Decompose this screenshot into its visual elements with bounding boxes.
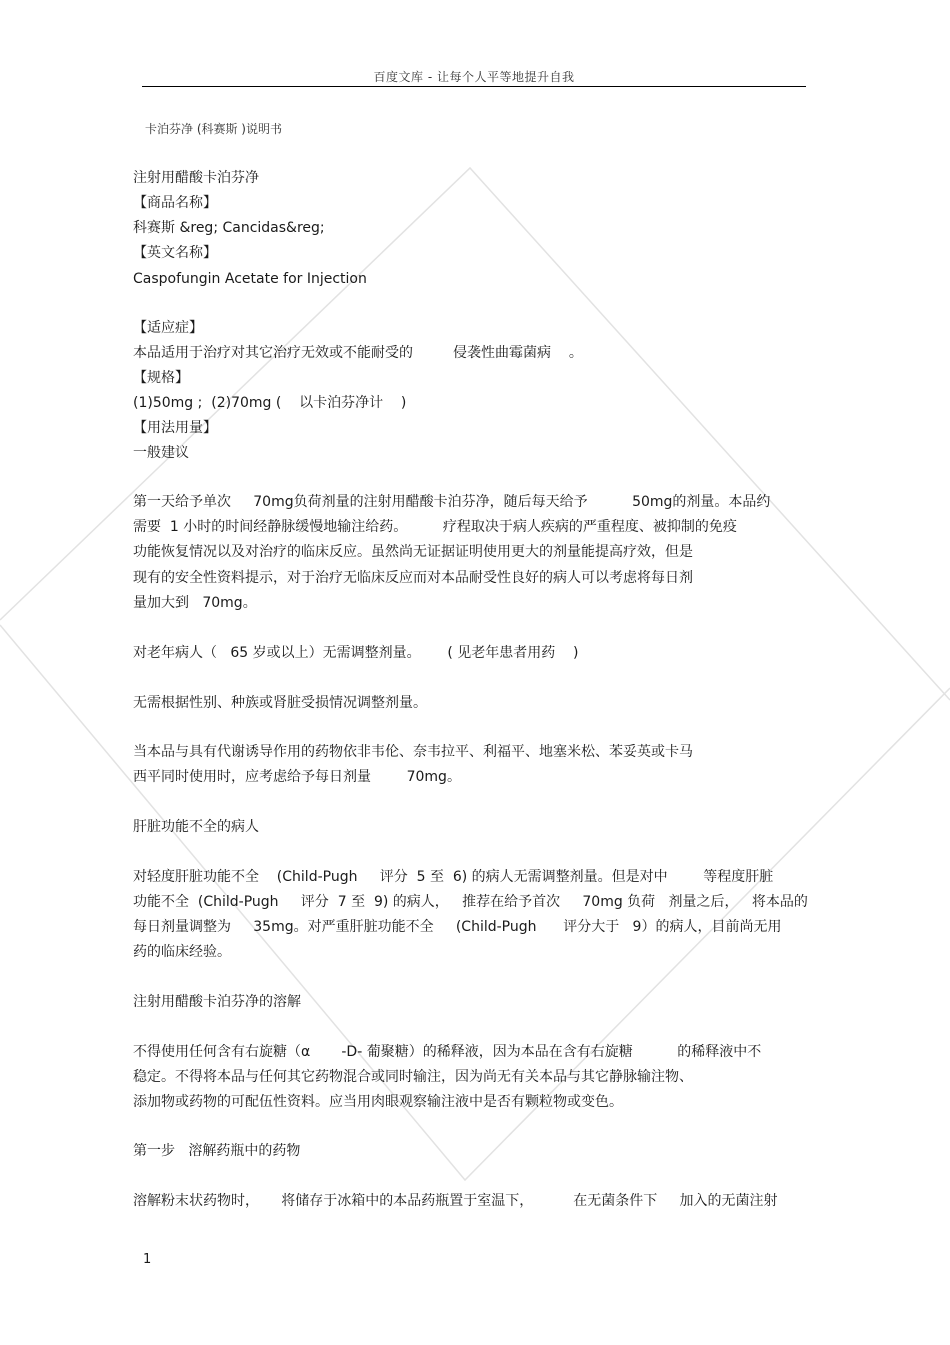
- text-line: 药的临床经验。: [133, 944, 231, 960]
- text-line: 西平同时使用时，应考虑给予每日剂量 70mg。: [133, 769, 461, 785]
- text-line: 无需根据性别、种族或肾脏受损情况调整剂量。: [133, 695, 427, 711]
- section-heading: 肝脏功能不全的病人: [133, 819, 259, 835]
- text-line: 【用法用量】: [133, 420, 217, 436]
- text-line: 不得使用任何含有右旋糖（α -D- 葡聚糖）的稀释液，因为本品在含有右旋糖 的稀释液中不: [133, 1044, 762, 1060]
- text-line: 本品适用于治疗对其它治疗无效或不能耐受的 侵袭性曲霉菌病 。: [133, 345, 583, 361]
- text-line: 量加大到 70mg。: [133, 595, 257, 611]
- text-line: 注射用醋酸卡泊芬净: [133, 170, 259, 186]
- text-line: 科赛斯 &reg; Cancidas&reg;: [133, 220, 325, 236]
- section-heading: 注射用醋酸卡泊芬净的溶解: [133, 994, 301, 1010]
- text-line: 需要 1 小时的时间经静脉缓慢地输注给药。 疗程取决于病人疾病的严重程度、被抑制的免疫: [133, 519, 737, 535]
- text-line: 添加物或药物的可配伍性资料。应当用肉眼观察输注液中是否有颗粒物或变色。: [133, 1094, 623, 1110]
- text-line: 稳定。不得将本品与任何其它药物混合或同时输注，因为尚无有关本品与其它静脉输注物、: [133, 1069, 693, 1085]
- text-line: 第一天给予单次 70mg负荷剂量的注射用醋酸卡泊芬净，随后每天给予 50mg的剂量。本品约: [133, 494, 771, 510]
- text-line: 【规格】: [133, 370, 189, 386]
- text-line: 对老年病人（ 65 岁或以上）无需调整剂量。 ( 见老年患者用药 ): [133, 645, 579, 661]
- section-heading: 第一步 溶解药瓶中的药物: [133, 1143, 301, 1159]
- text-line: 对轻度肝脏功能不全 (Child-Pugh 评分 5 至 6) 的病人无需调整剂量。但是对中 等程度肝脏: [133, 869, 774, 885]
- text-line: Caspofungin Acetate for Injection: [133, 271, 367, 287]
- header-divider: [142, 86, 806, 87]
- text-line: 功能不全 (Child-Pugh 评分 7 至 9) 的病人， 推荐在给予首次 70mg 负荷 剂量之后， 将本品的: [133, 894, 808, 910]
- text-line: 当本品与具有代谢诱导作用的药物依非韦伦、奈韦拉平、利福平、地塞米松、苯妥英或卡马: [133, 744, 693, 760]
- text-line: (1)50mg ; (2)70mg ( 以卡泊芬净计 ): [133, 395, 407, 411]
- page-number: 1: [143, 1252, 152, 1267]
- text-line: 【英文名称】: [133, 245, 217, 261]
- text-line: 现有的安全性资料提示，对于治疗无临床反应而对本品耐受性良好的病人可以考虑将每日剂: [133, 570, 693, 586]
- text-line: 功能恢复情况以及对治疗的临床反应。虽然尚无证据证明使用更大的剂量能提高疗效，但是: [133, 544, 693, 560]
- text-line: 溶解粉末状药物时， 将储存于冰箱中的本品药瓶置于室温下， 在无菌条件下 加入的无菌注射: [133, 1193, 778, 1209]
- document-title: 卡泊芬净 (科赛斯 )说明书: [145, 122, 282, 136]
- text-line: 【商品名称】: [133, 195, 217, 211]
- text-line: 每日剂量调整为 35mg。对严重肝脏功能不全 (Child-Pugh 评分大于 9）的病人，目前尚无用: [133, 919, 782, 935]
- text-line: 【适应症】: [133, 320, 203, 336]
- page-header: 百度文库 - 让每个人平等地提升自我: [373, 70, 575, 84]
- text-line: 一般建议: [133, 445, 189, 461]
